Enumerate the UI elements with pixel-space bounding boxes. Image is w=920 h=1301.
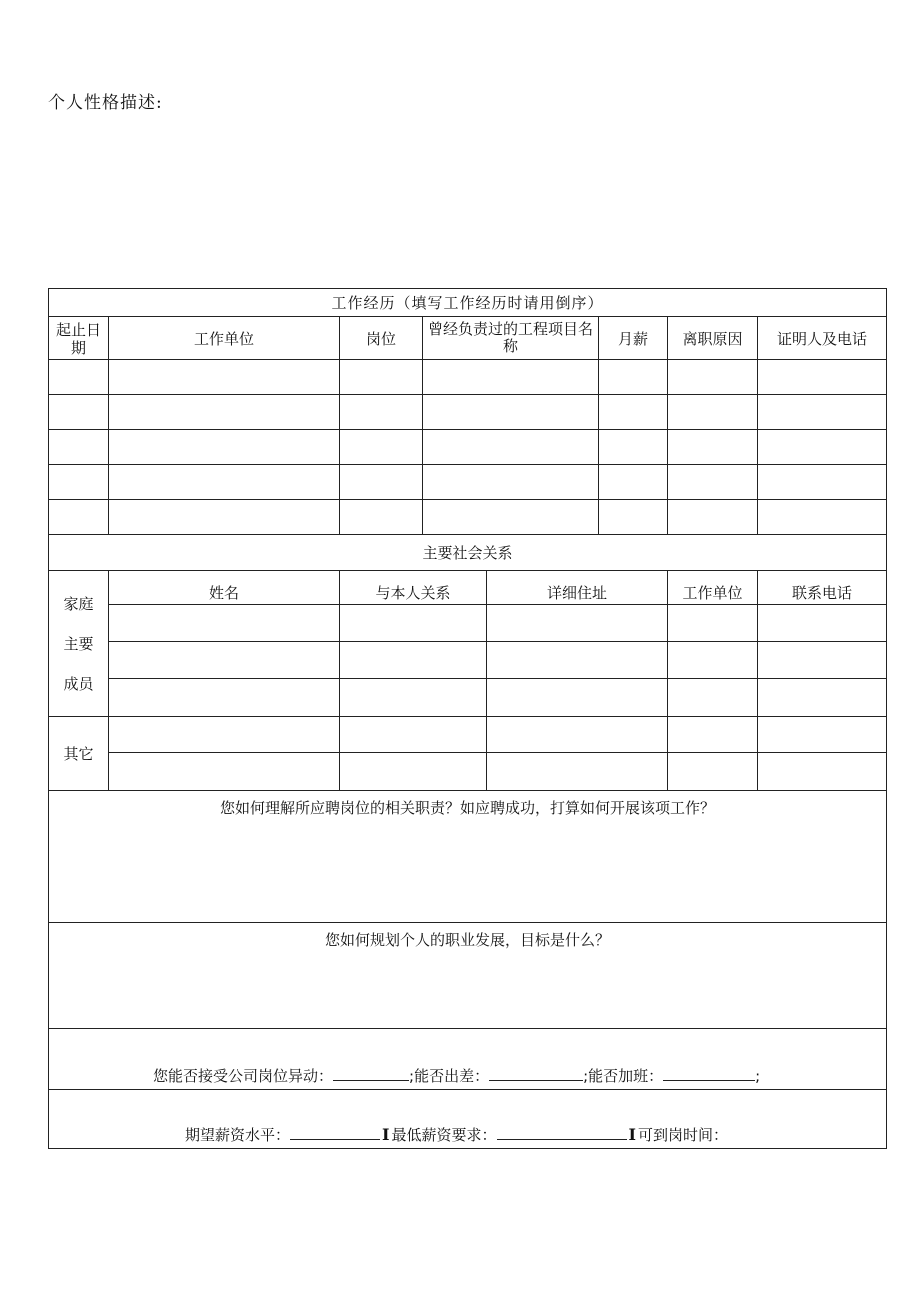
work-cell[interactable]: [340, 430, 423, 465]
other-cell[interactable]: [340, 717, 487, 753]
work-cell[interactable]: [340, 500, 423, 535]
transfer-label: 您能否接受公司岗位异动：: [153, 1067, 334, 1085]
work-row: [49, 465, 887, 500]
work-cell[interactable]: [758, 465, 887, 500]
work-row: [49, 395, 887, 430]
separator-mark: I: [628, 1125, 636, 1144]
work-history-title: 工作经历（填写工作经历时请用倒序）: [49, 289, 887, 317]
family-row: [49, 679, 887, 717]
work-cell[interactable]: [599, 430, 668, 465]
work-cell[interactable]: [49, 430, 109, 465]
family-label-line: 成员: [63, 674, 94, 693]
work-cell[interactable]: [49, 500, 109, 535]
family-cell[interactable]: [109, 679, 340, 717]
col-social-employer: 工作单位: [668, 571, 758, 605]
other-label: 其它: [49, 717, 109, 791]
transfer-input[interactable]: [333, 1066, 409, 1081]
family-cell[interactable]: [668, 642, 758, 679]
work-cell[interactable]: [109, 360, 340, 395]
personality-label: 个人性格描述:: [48, 93, 163, 113]
other-row: [49, 753, 887, 791]
work-cell[interactable]: [109, 430, 340, 465]
family-cell[interactable]: [487, 642, 668, 679]
work-row: [49, 360, 887, 395]
col-position: 岗位: [340, 317, 423, 360]
col-phone: 联系电话: [758, 571, 887, 605]
travel-label: ;能否出差：: [409, 1067, 490, 1085]
work-cell[interactable]: [49, 360, 109, 395]
work-cell[interactable]: [599, 500, 668, 535]
other-cell[interactable]: [758, 717, 887, 753]
other-cell[interactable]: [340, 753, 487, 791]
work-cell[interactable]: [340, 395, 423, 430]
minimum-salary-label: 最低薪资要求：: [391, 1126, 497, 1144]
work-cell[interactable]: [758, 360, 887, 395]
availability-row: [49, 1029, 887, 1090]
work-cell[interactable]: [109, 500, 340, 535]
family-cell[interactable]: [758, 642, 887, 679]
work-cell[interactable]: [758, 395, 887, 430]
family-cell[interactable]: [758, 605, 887, 642]
family-cell[interactable]: [340, 642, 487, 679]
col-leave-reason: 离职原因: [668, 317, 758, 360]
work-cell[interactable]: [668, 500, 758, 535]
family-cell[interactable]: [109, 642, 340, 679]
work-cell[interactable]: [423, 465, 599, 500]
other-cell[interactable]: [758, 753, 887, 791]
work-cell[interactable]: [599, 395, 668, 430]
work-cell[interactable]: [49, 465, 109, 500]
work-cell[interactable]: [599, 360, 668, 395]
family-cell[interactable]: [758, 679, 887, 717]
work-row: [49, 430, 887, 465]
minimum-salary-input[interactable]: [497, 1125, 627, 1140]
work-cell[interactable]: [423, 360, 599, 395]
col-reference: 证明人及电话: [758, 317, 887, 360]
travel-input[interactable]: [489, 1066, 583, 1081]
social-title: 主要社会关系: [49, 535, 887, 571]
family-cell[interactable]: [668, 605, 758, 642]
question-career-plan[interactable]: 您如何规划个人的职业发展，目标是什么？: [49, 923, 887, 1029]
other-row: [49, 717, 887, 753]
start-time-label: 可到岗时间：: [638, 1126, 729, 1144]
work-cell[interactable]: [668, 430, 758, 465]
work-cell[interactable]: [758, 500, 887, 535]
other-cell[interactable]: [487, 753, 668, 791]
overtime-input[interactable]: [663, 1066, 755, 1081]
separator-mark: I: [382, 1125, 390, 1144]
work-cell[interactable]: [423, 395, 599, 430]
work-cell[interactable]: [668, 395, 758, 430]
salary-row: [49, 1090, 887, 1149]
application-form-table: [48, 288, 887, 1149]
work-cell[interactable]: [599, 465, 668, 500]
work-cell[interactable]: [423, 430, 599, 465]
col-relation: 与本人关系: [340, 571, 487, 605]
availability-end: ;: [755, 1067, 761, 1085]
work-cell[interactable]: [668, 360, 758, 395]
col-employer: 工作单位: [109, 317, 340, 360]
work-cell[interactable]: [423, 500, 599, 535]
col-address: 详细住址: [487, 571, 668, 605]
col-salary: 月薪: [599, 317, 668, 360]
work-cell[interactable]: [49, 395, 109, 430]
expected-salary-input[interactable]: [290, 1125, 380, 1140]
other-cell[interactable]: [668, 753, 758, 791]
family-row: [49, 642, 887, 679]
work-cell[interactable]: [109, 395, 340, 430]
family-cell[interactable]: [340, 605, 487, 642]
family-row: [49, 605, 887, 642]
question-job-duties[interactable]: 您如何理解所应聘岗位的相关职责？如应聘成功，打算如何开展该项工作？: [49, 791, 887, 923]
family-label-line: 家庭: [63, 594, 94, 613]
expected-salary-label: 期望薪资水平：: [185, 1126, 291, 1144]
other-cell[interactable]: [487, 717, 668, 753]
other-cell[interactable]: [668, 717, 758, 753]
work-cell[interactable]: [758, 430, 887, 465]
other-cell[interactable]: [109, 753, 340, 791]
family-cell[interactable]: [340, 679, 487, 717]
work-cell[interactable]: [668, 465, 758, 500]
family-cell[interactable]: [487, 679, 668, 717]
family-label-line: 主要: [63, 634, 94, 653]
other-cell[interactable]: [109, 717, 340, 753]
work-cell[interactable]: [340, 360, 423, 395]
overtime-label: ;能否加班：: [583, 1067, 664, 1085]
family-cell[interactable]: [668, 679, 758, 717]
family-cell[interactable]: [487, 605, 668, 642]
work-cell[interactable]: [109, 465, 340, 500]
family-cell[interactable]: [109, 605, 340, 642]
col-projects: 曾经负责过的工程项目名称: [423, 317, 599, 360]
col-name: 姓名: [109, 571, 340, 605]
work-cell[interactable]: [340, 465, 423, 500]
work-row: [49, 500, 887, 535]
col-period: 起止日期: [49, 317, 109, 360]
family-label: [49, 571, 109, 717]
